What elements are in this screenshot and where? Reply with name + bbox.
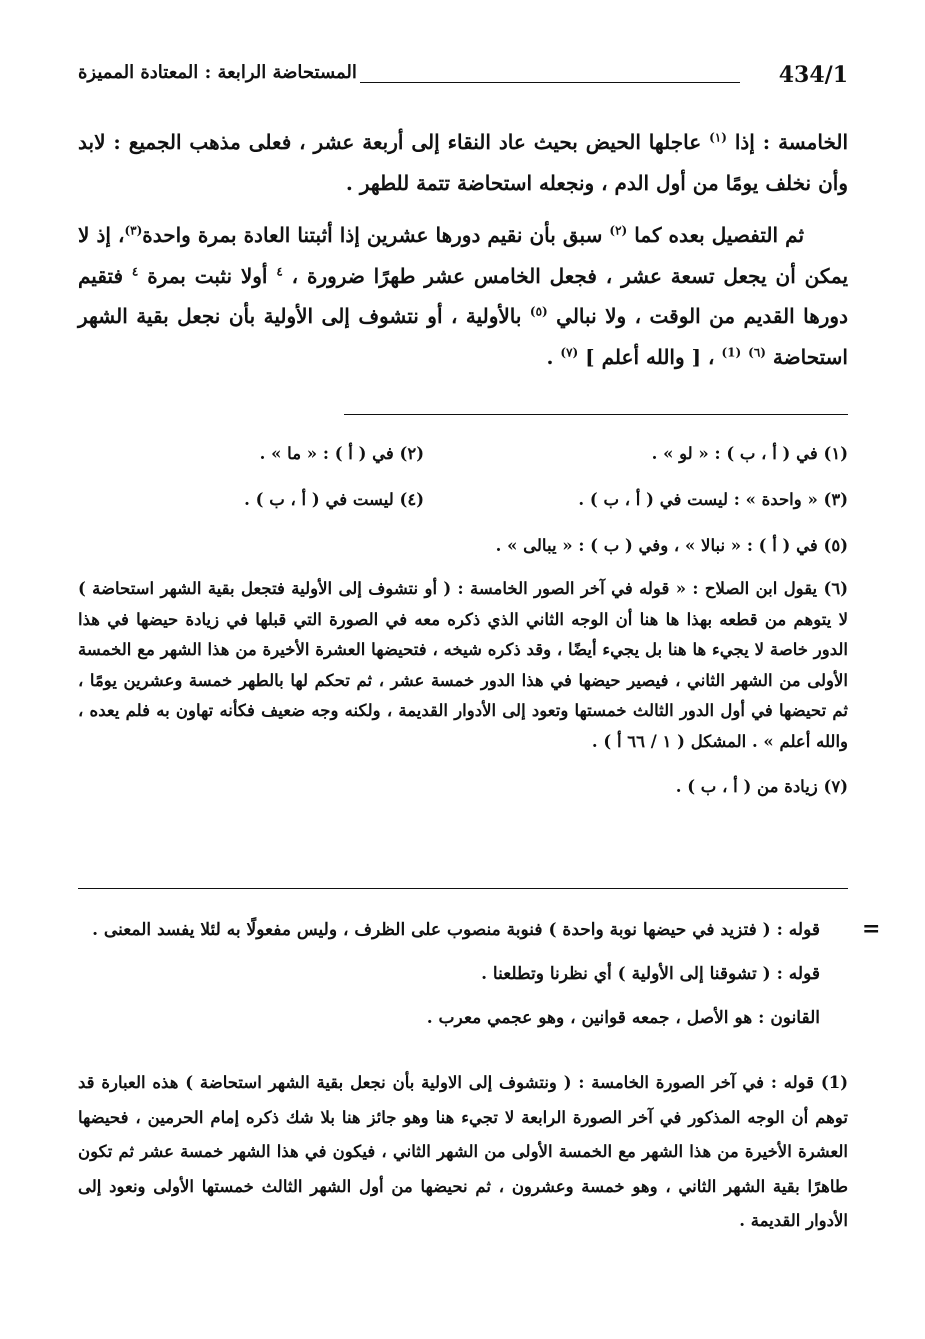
text-run: ، [ والله أعلم ] — [578, 344, 722, 369]
main-paragraph-2 — [78, 215, 848, 377]
footnotes — [78, 438, 848, 815]
footnote-4: (٤) ليست في ( أ ، ب ) . — [244, 490, 424, 509]
footnote-3: (٣) « واحدة » : ليست في ( أ ، ب ) . — [578, 490, 848, 509]
commentary-ref-1: (1) — [721, 344, 742, 359]
commentary-line-3: القانون : هو الأصل ، جمعه قوانين ، وهو عجمي معرب . — [426, 1008, 820, 1028]
footnote-2: (٢) في ( أ ) : « ما » . — [259, 444, 424, 463]
main-paragraph-1 — [78, 122, 848, 203]
page-number: 434/1 — [778, 62, 848, 88]
footnote-row — [78, 484, 848, 515]
footnote-ref-2: (٢) — [609, 223, 628, 238]
footnote-rule — [344, 414, 848, 415]
footnote-ref-6: (٦) — [748, 344, 766, 359]
text-run: : إذا — [726, 130, 779, 154]
text-run: ثم التفصيل بعده كما — [627, 223, 805, 247]
continuation-marker: = — [862, 916, 881, 942]
text-run: . — [546, 344, 561, 369]
text-run: أولا نثبت بمرة — [138, 263, 277, 288]
footnote-ref-4-close: ٤ — [131, 263, 139, 278]
footnote-6: (٦) يقول ابن الصلاح : « قوله في آخر الصور الخامسة : ( أو نتشوف إلى الأولية فتجعل بقية الشهر استحاضة ) لا يتوهم من قطعه بهذا ها هنا أن الوجه الثاني الذي ذكره معه في الصورة التي قبلها في زيادة حيضها في هذا الدور خاصة لا يجيء ها هنا بل يجيء أيضًا ، وقد ذكره شيخه ، فتحيضها العشرة الأخيرة من هذا الشهر مع الخمسة الأولى من الشهر الثاني ، فيصير حيضها في هذا الدور خمسة عشر ، ثم تحكم لها بالطهر خمسة وعشرين يومًا ، ثم تحيضها في أول الدور الثالث خمستها وتعود إلى الأدوار القديمة ، ولكنه وجه ضعيف فكأنه تهاون به فلم يعده ، والله أعلم » . المشكل ( ١ / ٦٦ أ ) . — [78, 579, 848, 751]
paragraph-lead-word: الخامسة — [778, 130, 849, 154]
page-header — [78, 60, 848, 96]
commentary-line-1: قوله : ( فتزيد في حيضها نوبة واحدة ) فنوبة منصوب على الظرف ، وليس مفعولًا به لئلا يفسد المعنى . — [92, 920, 820, 940]
text-run: سبق بأن نقيم دورها عشرين إذا أثبتنا العادة بمرة واحدة — [142, 223, 610, 247]
commentary-footnote-1: (1) قوله : في آخر الصورة الخامسة : ( ونتشوف إلى الاولية بأن نجعل بقية الشهر استحاضة ) هذه العبارة قد توهم أن الوجه المذكور في آخر الصورة الرابعة لا تجيء هنا وهو جائز هنا بلا شك ذكره إمام الحرمين ، فحيضها العشرة الأخيرة من هذا الشهر مع الخمسة الأولى من الشهر الثاني ، فيكون في هذا الشهر خمسة عشر ثم تكون طاهرًا بقية الشهر الثاني ، وهو خمسة وعشرون ، ثم نحيضها من أول الشهر الثالث خمستها الأولى ونعود إلى الأدوار القديمة . — [78, 1073, 848, 1230]
footnote-7: (٧) زيادة من ( أ ، ب ) . — [675, 777, 848, 796]
running-title: المستحاضة الرابعة : المعتادة المميزة — [78, 62, 357, 83]
text-run: فتقيم دورها القديم من الوقت ، ولا نبالي — [78, 263, 848, 328]
footnote-1: (١) في ( أ ، ب ) : « لو » . — [651, 444, 848, 463]
footnote-ref-3: (٣) — [124, 223, 143, 238]
footnote-ref-4-open: ٤ — [276, 263, 283, 278]
main-text — [78, 122, 848, 377]
text-run: ، إذ لا يمكن أن يجعل تسعة عشر ، فجعل الخامس عشر طهرًا ضرورة ، — [78, 223, 849, 288]
footnote-ref-7: (٧) — [560, 344, 579, 359]
footnote-row — [78, 438, 848, 469]
commentary-separator — [78, 888, 848, 889]
footnote-ref-5: (٥) — [529, 304, 548, 319]
commentary — [78, 912, 820, 1044]
footnote-ref-1: (١) — [709, 130, 727, 145]
header-rule — [360, 82, 740, 83]
text-run: عاجلها الحيض بحيث عاد النقاء إلى أربعة عشر ، فعلى مذهب الجميع : لابد وأن نخلف يومًا من أول الدم ، ونجعله استحاضة تتمة للطهر . — [78, 130, 848, 195]
text-run: بالأولية ، أو نتشوف إلى الأولية بأن نجعل بقية الشهر استحاضة — [78, 304, 848, 369]
commentary-line-2: قوله : ( تشوقنا إلى الأولية ) أي نظرنا وتطلعنا . — [481, 964, 820, 984]
footnote-5: (٥) في ( أ ) : « نبالا » ، وفي ( ب ) : « يبالى » . — [495, 536, 848, 555]
